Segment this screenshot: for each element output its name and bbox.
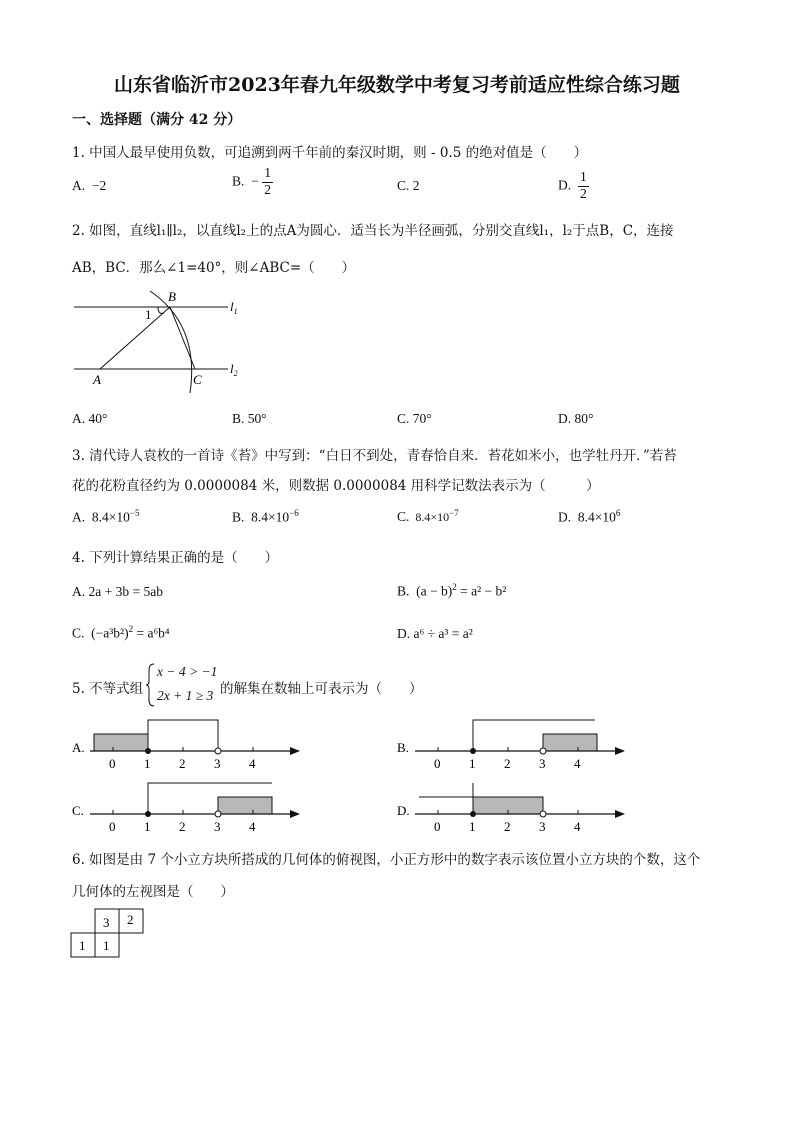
option-label: B. [232, 173, 245, 189]
fraction-numerator: 1 [579, 170, 587, 185]
tick-label: 3 [214, 756, 221, 770]
option-exponent: 6 [615, 508, 621, 518]
l1-label: $l_1$ [230, 299, 238, 316]
option-label: B. [397, 740, 409, 755]
q2-figure [60, 285, 260, 400]
tick-label: 3 [539, 819, 546, 833]
q4-option-c[interactable] [72, 624, 170, 642]
option-label: B. [232, 509, 245, 525]
q1-stem: 1. 中国人最早使用负数，可追溯到两千年前的秦汉时期，则 - 0.5 的绝对值是（ ） [72, 145, 588, 161]
tick-label: 2 [504, 756, 511, 770]
tick-label: 2 [179, 819, 186, 833]
q3-option-b[interactable] [232, 508, 299, 526]
option-expr: (−a³b²) [91, 625, 129, 641]
q2-option-b[interactable]: B. 50° [232, 411, 267, 426]
option-base: 8.4×10 [91, 509, 130, 525]
option-value: −2 [91, 178, 107, 193]
arrow [290, 747, 300, 755]
option-value: 2 [412, 178, 420, 193]
arrow [615, 810, 625, 818]
tick-label: 1 [144, 756, 151, 770]
q5-inequality-2: 2x + 1 ≥ 3 [157, 688, 214, 703]
option-label: C. [397, 509, 410, 524]
q5-numberline-d[interactable] [385, 777, 635, 833]
arrow [615, 747, 625, 755]
q6-stem-line2: 几何体的左视图是（ ） [72, 884, 234, 900]
bracket [148, 720, 218, 751]
angle-1-label: 1 [145, 307, 152, 322]
cell-count: 1 [79, 938, 86, 953]
cell-count: 1 [103, 938, 110, 953]
q5-numberline-a[interactable] [60, 714, 310, 770]
fraction-denominator: 2 [264, 183, 272, 198]
open-dot [540, 811, 546, 817]
open-dot [540, 748, 546, 754]
q3-option-d[interactable] [558, 508, 620, 526]
arc [150, 291, 192, 393]
arrow [290, 810, 300, 818]
tick-label: 4 [574, 819, 581, 833]
open-dot [215, 748, 221, 754]
shaded-region [94, 734, 148, 751]
cell-count: 2 [127, 912, 134, 927]
tick-label: 0 [434, 819, 441, 833]
option-exponent: 2 [128, 624, 134, 634]
q4-option-b[interactable] [397, 582, 506, 600]
tick-label: 4 [574, 756, 581, 770]
point-a-label: A [93, 372, 101, 387]
q3-option-a[interactable] [72, 508, 139, 526]
option-label: B. [397, 583, 410, 599]
q3-stem-line1: 3. 清代诗人袁枚的一首诗《苔》中写到：“白日不到处，青春恰自来．苔花如米小，也学牡丹开．”若苔 [72, 448, 677, 464]
q2-option-a[interactable]: A. 40° [72, 411, 108, 426]
option-label: C. [397, 178, 410, 193]
option-label: A. [72, 509, 86, 525]
q4-option-d[interactable]: D. a⁶ ÷ a³ = a² [397, 626, 473, 641]
option-base: 8.4×10 [577, 509, 616, 525]
tick-label: 1 [469, 819, 476, 833]
shaded-region [218, 797, 272, 814]
q3-stem-line2: 花的花粉直径约为 0.0000084 米，则数据 0.0000084 用科学记数法表示为（ ） [72, 478, 600, 494]
q1-option-d[interactable] [558, 170, 589, 203]
tick-label: 1 [144, 819, 151, 833]
q6-top-view-grid [70, 908, 150, 958]
solid-dot [145, 748, 151, 754]
option-exponent: 2 [452, 582, 457, 592]
tick-label: 0 [109, 756, 116, 770]
option-base: 8.4×10 [251, 509, 290, 525]
option-rhs: = a² − b² [456, 583, 507, 599]
tick-label: 3 [214, 819, 221, 833]
option-base: 8.4×10 [415, 510, 450, 524]
q5-stem-pre: 5. 不等式组 [72, 681, 144, 697]
q2-stem-line2: AB，BC．那么∠1=40°，则∠ABC=（ ） [72, 260, 356, 276]
solid-dot [145, 811, 151, 817]
q1-option-c[interactable] [397, 178, 420, 194]
tick-label: 2 [504, 819, 511, 833]
option-label: A. [72, 740, 85, 755]
q2-stem-line1: 2. 如图，直线l₁∥l₂，以直线l₂上的点A为圆心．适当长为半径画弧，分别交直线l₁，l₂于点B，C，连接 [72, 223, 674, 239]
option-label: D. [558, 509, 572, 525]
open-dot [215, 811, 221, 817]
section-heading: 一、选择题（满分 42 分） [72, 112, 242, 128]
option-label: A. [72, 178, 86, 193]
cell-count: 3 [103, 915, 110, 930]
solid-dot [470, 811, 476, 817]
q2-option-d[interactable]: D. 80° [558, 411, 594, 426]
tick-label: 3 [539, 756, 546, 770]
point-c-label: C [193, 372, 202, 387]
q4-option-a[interactable]: A. 2a + 3b = 5ab [72, 584, 163, 599]
option-rhs: = a⁶b⁴ [133, 625, 170, 641]
angle-mark [158, 307, 164, 313]
segment-ab [100, 307, 170, 369]
q5-stem-post: 的解集在数轴上可表示为（ ） [220, 681, 423, 697]
l2-label: $l_2$ [230, 361, 238, 378]
q6-stem-line1: 6. 如图是由 7 个小立方块所搭成的几何体的俯视图，小正方形中的数字表示该位置小立方块的个数，这个 [72, 852, 701, 868]
q5-numberline-b[interactable] [385, 714, 635, 770]
system-brace [146, 662, 156, 708]
option-label: D. [558, 177, 572, 193]
q4-stem: 4. 下列计算结果正确的是（ ） [72, 550, 279, 566]
q2-option-c[interactable]: C. 70° [397, 411, 432, 426]
minus-sign: − [251, 173, 259, 189]
shaded-region [543, 734, 597, 751]
point-b-label: B [168, 289, 176, 304]
q1-option-a[interactable] [72, 178, 106, 194]
tick-label: 0 [109, 819, 116, 833]
option-exponent: −7 [449, 508, 459, 518]
fraction-numerator: 1 [264, 166, 272, 181]
q1-option-b[interactable] [232, 166, 273, 199]
tick-label: 4 [249, 756, 256, 770]
solid-dot [470, 748, 476, 754]
q5-numberline-c[interactable] [60, 777, 310, 833]
q5-inequality-1: x − 4 > −1 [157, 664, 218, 679]
q3-option-c[interactable] [397, 508, 459, 525]
tick-label: 4 [249, 819, 256, 833]
tick-label: 0 [434, 756, 441, 770]
option-exponent: −6 [289, 508, 299, 518]
option-exponent: −5 [129, 508, 140, 518]
option-expr: (a − b) [416, 583, 453, 599]
option-label: D. [397, 803, 410, 818]
fraction-denominator: 2 [579, 187, 587, 202]
page-title: 山东省临沂市2023年春九年级数学中考复习考前适应性综合练习题 [114, 74, 680, 96]
fraction [262, 166, 273, 199]
option-label: C. [72, 625, 85, 641]
fraction [578, 170, 589, 203]
tick-label: 2 [179, 756, 186, 770]
option-label: C. [72, 803, 84, 818]
tick-label: 1 [469, 756, 476, 770]
